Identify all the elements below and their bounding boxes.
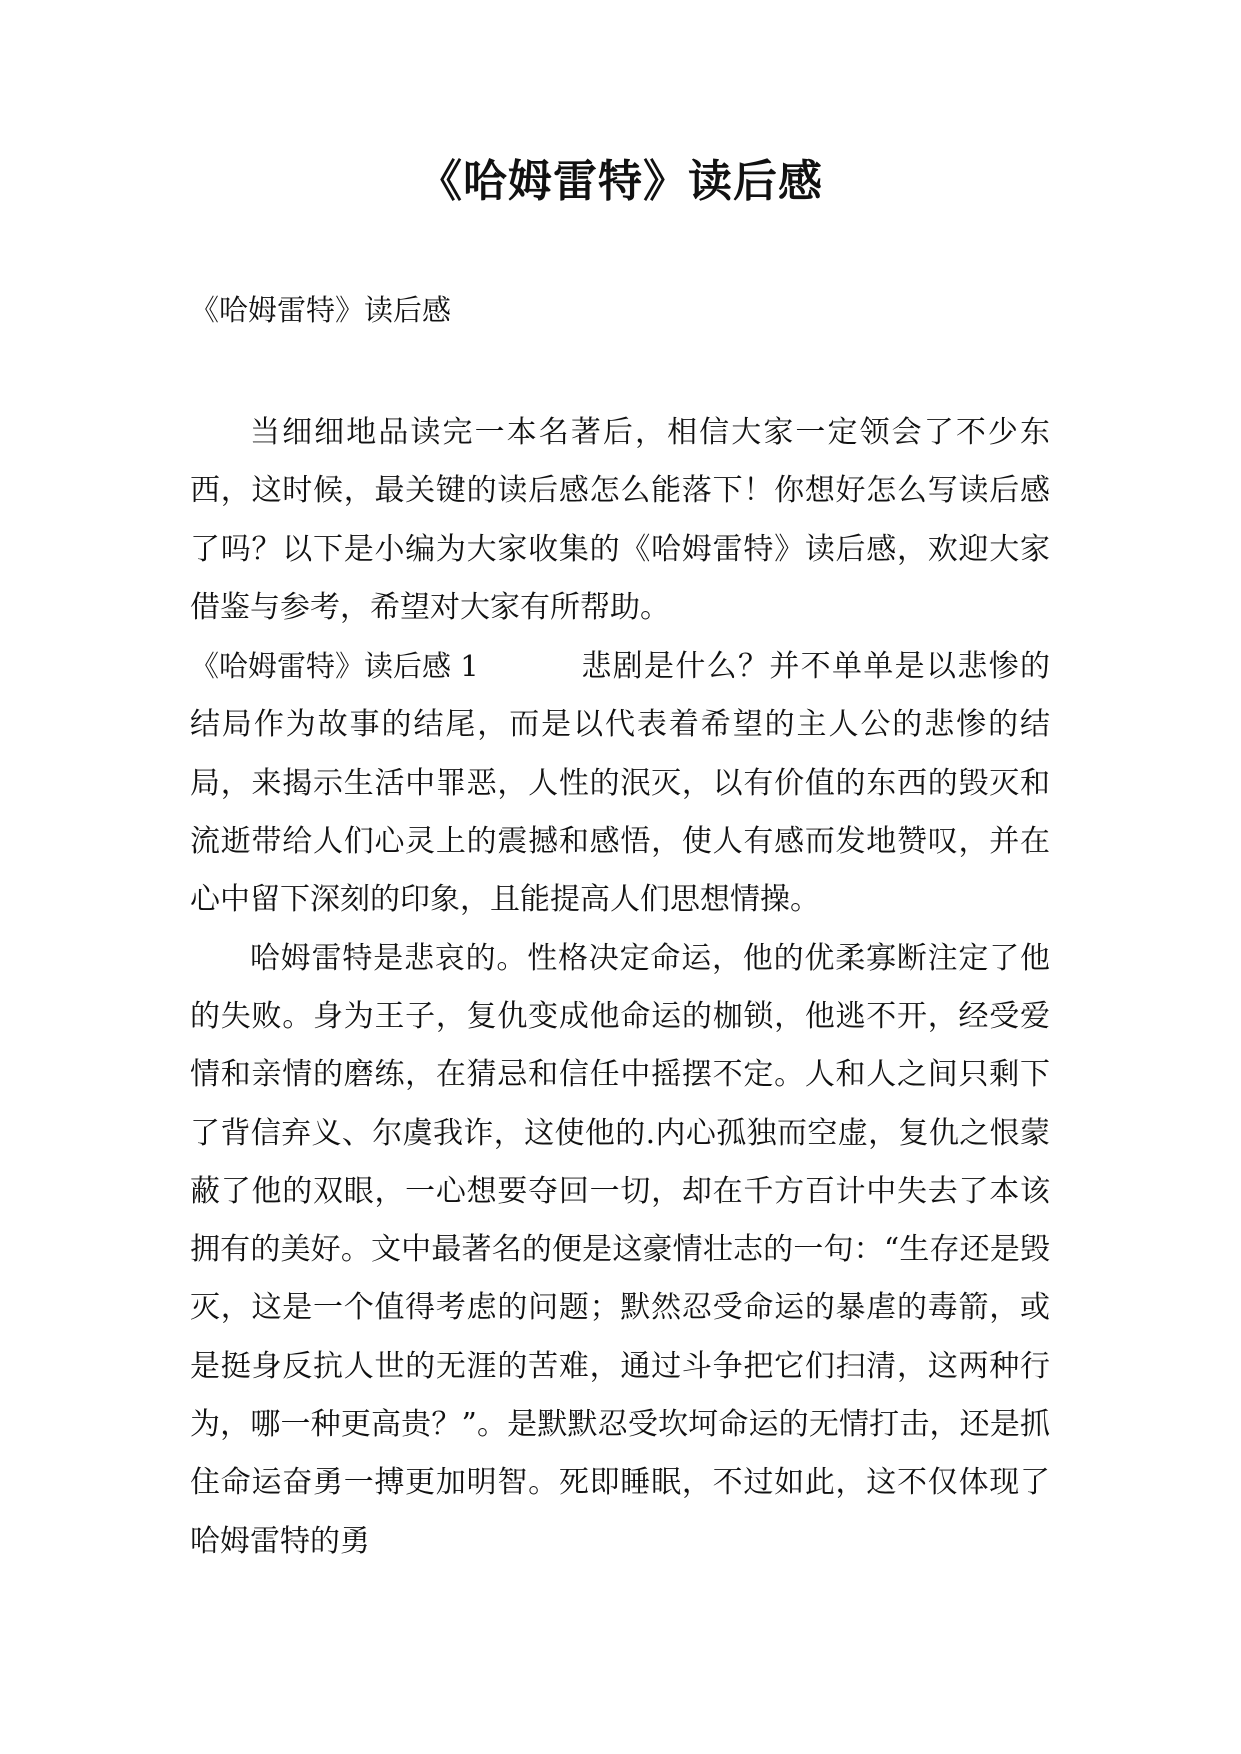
section-1-paragraph bbox=[190, 637, 1050, 929]
section-1-text: 悲剧是什么？并不单单是以悲惨的结局作为故事的结尾，而是以代表着希望的主人公的悲惨的结局，来揭示生活中罪恶，人性的泯灭，以有价值的东西的毁灭和流逝带给人们心灵上的震撼和感悟，使人有感而发地赞叹，并在心中留下深刻的印象，且能提高人们思想情操。 bbox=[190, 649, 1050, 918]
section-1-label: 《哈姆雷特》读后感 1 bbox=[190, 649, 479, 684]
intro-paragraph: 当细细地品读完一本名著后，相信大家一定领会了不少东西，这时候，最关键的读后感怎么能落下！你想好怎么写读后感了吗？以下是小编为大家收集的《哈姆雷特》读后感，欢迎大家借鉴与参考，希望对大家有所帮助。 bbox=[190, 415, 1050, 625]
hamlet-analysis-paragraph: 哈姆雷特是悲哀的。性格决定命运，他的优柔寡断注定了他的失败。身为王子，复仇变成他命运的枷锁，他逃不开，经受爱情和亲情的磨练，在猜忌和信任中摇摆不定。人和人之间只剩下了背信弃义、尔虞我诈，这使他的.内心孤独而空虚，复仇之恨蒙蔽了他的双眼，一心想要夺回一切，却在千方百计中失去了本该拥有的美好。文中最著名的便是这豪情壮志的一句：“生存还是毁灭，这是一个值得考虑的问题；默然忍受命运的暴虐的毒箭，或是挺身反抗人世的无涯的苦难，通过斗争把它们扫清，这两种行为，哪一种更高贵？”。是默默忍受坎坷命运的无情打击，还是抓住命运奋勇一搏更加明智。死即睡眠，不过如此，这不仅体现了哈姆雷特的勇 bbox=[190, 940, 1050, 1559]
document-title: 《哈姆雷特》读后感 bbox=[418, 156, 823, 207]
document-body bbox=[190, 404, 1050, 1571]
document-subtitle: 《哈姆雷特》读后感 bbox=[190, 293, 452, 327]
